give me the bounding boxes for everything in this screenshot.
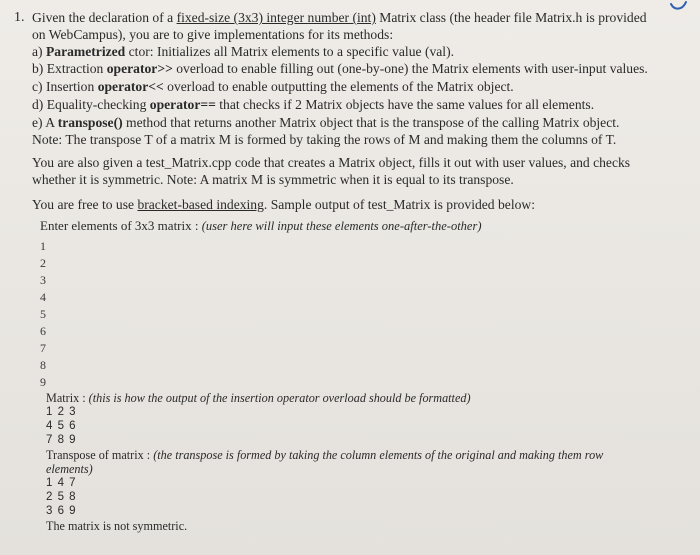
question-number: 1. xyxy=(14,10,25,25)
matrix-row: 4 5 6 xyxy=(46,420,77,432)
input-value: 1 xyxy=(40,239,46,253)
matrix-row: 7 8 9 xyxy=(46,434,77,446)
enter-elements-line: Enter elements of 3x3 matrix : (user here will input these elements one-after-the-other) xyxy=(40,218,482,233)
input-value: 9 xyxy=(40,375,46,389)
input-value: 3 xyxy=(40,273,46,287)
input-value: 4 xyxy=(40,290,46,304)
input-value: 2 xyxy=(40,256,46,270)
transpose-row: 2 5 8 xyxy=(46,491,77,503)
question-line-1: Given the declaration of a fixed-size (3x3) integer number (int) Matrix class (the header file Matrix.h is provided xyxy=(32,10,647,25)
question-line-2: on WebCampus), you are to give implementations for its methods: xyxy=(32,27,394,42)
transpose-row: 1 4 7 xyxy=(46,477,77,489)
transpose-output-label: Transpose of matrix : (the transpose is formed by taking the column elements of the original and making them row xyxy=(46,448,604,462)
matrix-output-label: Matrix : (this is how the output of the insertion operator overload should be formatted) xyxy=(46,391,471,405)
transpose-note: Note: The transpose T of a matrix M is formed by taking the rows of M and making them the columns of T. xyxy=(32,132,617,147)
matrix-row: 1 2 3 xyxy=(46,406,77,418)
paragraph-2-line-1: You are also given a test_Matrix.cpp code that creates a Matrix object, fills it out with user values, and checks xyxy=(32,155,631,170)
input-value: 8 xyxy=(40,358,46,372)
paragraph-2-line-2: whether it is symmetric. Note: A matrix M is symmetric when it is equal to its transpose. xyxy=(32,172,514,187)
item-a: a) Parametrized ctor: Initializes all Matrix elements to a specific value (val). xyxy=(32,44,454,59)
input-value: 7 xyxy=(40,341,46,355)
item-d: d) Equality-checking operator== that checks if 2 Matrix objects have the same values for all elements. xyxy=(32,97,595,112)
transpose-note-continued: elements) xyxy=(46,462,93,476)
item-c: c) Insertion operator<< overload to enable outputting the elements of the Matrix object. xyxy=(32,79,514,94)
input-value: 6 xyxy=(40,324,46,338)
paragraph-3: You are free to use bracket-based indexing. Sample output of test_Matrix is provided below: xyxy=(32,197,535,212)
item-b: b) Extraction operator>> overload to enable filling out (one-by-one) the Matrix elements with user-input values. xyxy=(32,61,648,76)
input-value: 5 xyxy=(40,307,46,321)
handwritten-check-mark xyxy=(668,0,690,14)
symmetry-result: The matrix is not symmetric. xyxy=(46,519,188,533)
transpose-row: 3 6 9 xyxy=(46,505,77,517)
item-e: e) A transpose() method that returns another Matrix object that is the transpose of the calling Matrix object. xyxy=(32,115,620,130)
